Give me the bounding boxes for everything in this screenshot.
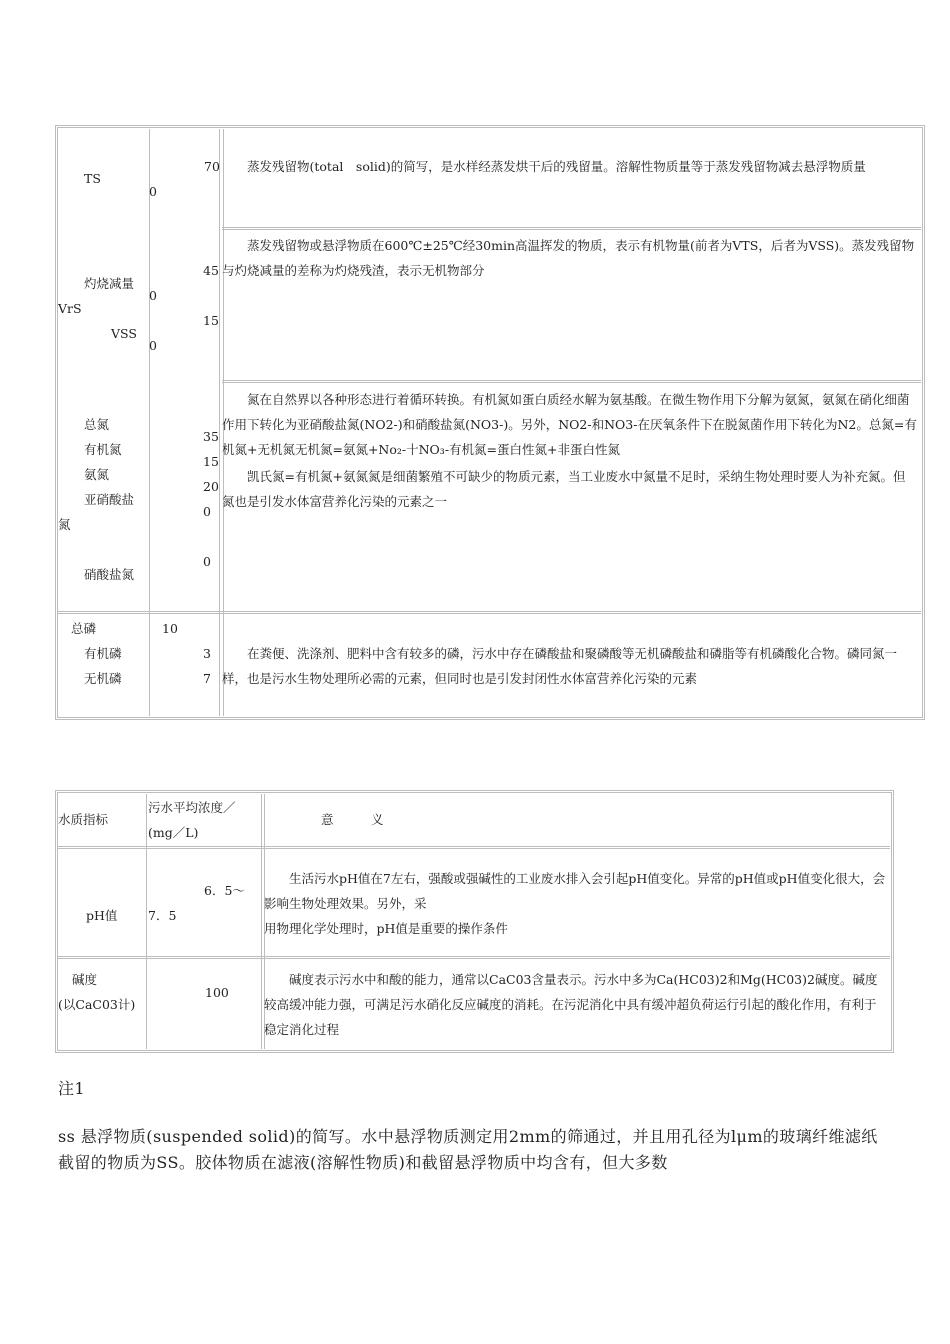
concentration-value: 0 <box>149 184 157 199</box>
indicator-cell: pH值 <box>86 908 118 923</box>
indicator-cell: 有机磷 <box>84 646 122 661</box>
indicator-cell: 总氮 <box>84 417 110 432</box>
indicator-cell: 无机磷 <box>84 671 122 686</box>
meaning-cell: 凯氏氮=有机氮+氨氮氮是细菌繁殖不可缺少的物质元素，当工业废水中氮量不足时，采纳生物处理时要人为补充氮。但氮也是引发水体富营养化污染的元素之一 <box>222 469 906 509</box>
concentration-value: 0 <box>203 504 211 519</box>
table-2-col-divider-2 <box>261 794 262 1049</box>
meaning-cell: 碱度表示污水中和酸的能力，通常以CaC03含量表示。污水中多为Ca(HC03)2和Mg(HC03)2碱度。碱度较高缓冲能力强，可满足污水硝化反应碱度的消耗。在污泥消化中具有缓冲超负荷运行引起的酸化作用，有利于稳定消化过程 <box>264 972 878 1037</box>
concentration-value: 70 <box>204 159 220 174</box>
indicator-cell: TS <box>84 171 101 186</box>
indicator-cell: 氨氮 <box>84 467 110 482</box>
column-header-indicator: 水质指标 <box>58 812 109 827</box>
table-1-row-divider <box>222 380 921 383</box>
concentration-value: 35 <box>203 429 219 444</box>
concentration-value: 15 <box>203 313 219 328</box>
column-header-concentration-unit: (mg／L) <box>148 825 199 840</box>
concentration-value: 0 <box>149 338 157 353</box>
concentration-value: 0 <box>149 288 157 303</box>
concentration-value: 15 <box>203 454 219 469</box>
meaning-cell: 生活污水pH值在7左右，强酸或强碱性的工业废水排入会引起pH值变化。异常的pH值或pH值变化很大，会影响生物处理效果。另外，采 <box>264 871 886 911</box>
concentration-value: 3 <box>203 646 211 661</box>
meaning-cell: 蒸发残留物(total solid)的简写，是水样经蒸发烘干后的残留量。溶解性物质量等于蒸发残留物减去悬浮物质量 <box>247 159 866 174</box>
concentration-value: 20 <box>203 479 219 494</box>
indicator-cell: VSS <box>111 326 137 341</box>
concentration-value: 7 <box>203 671 211 686</box>
indicator-cell: 总磷 <box>71 621 97 636</box>
table-1-col-divider-2 <box>219 129 220 716</box>
table-2-row-divider <box>58 956 890 959</box>
indicator-cell: 灼烧减量 <box>84 276 135 291</box>
meaning-cell: 氮在自然界以各种形态进行着循环转换。有机氮如蛋白质经水解为氨基酸。在微生物作用下分解为氨氮，氨氮在硝化细菌作用下转化为亚硝酸盐氮(NO2-)和硝酸盐氮(NO3-)。另外，NO2-和NO3-在厌氧条件下在脱氮菌作用下转化为N2。总氮=有机氮+无机氮无机氮=氨氮+No₂-十NO₃-有机氮=蛋白性氮+非蛋白性氮 <box>222 392 917 457</box>
table-1-col-divider-1 <box>149 129 150 716</box>
column-header-concentration: 污水平均浓度／ <box>148 800 236 815</box>
note-title: 注1 <box>58 1079 85 1098</box>
concentration-value: 10 <box>162 621 178 636</box>
table-2-row-divider <box>58 846 890 849</box>
concentration-value: 0 <box>203 554 211 569</box>
meaning-cell: 在粪便、洗涤剂、肥料中含有较多的磷，污水中存在磷酸盐和聚磷酸等无机磷酸盐和磷脂等有机磷酸化合物。磷同氮一样，也是污水生物处理所必需的元素，但同时也是引发封闭性水体富营养化污染的元素 <box>222 646 898 686</box>
meaning-cell: 用物理化学处理时，pH值是重要的操作条件 <box>264 921 508 936</box>
concentration-value: 7．5 <box>148 908 177 923</box>
meaning-cell: 蒸发残留物或悬浮物质在600℃±25℃经30min高温挥发的物质，表示有机物量(前者为VTS，后者为VSS)。蒸发残留物与灼烧减量的差称为灼烧残渣，表示无机物部分 <box>222 238 915 278</box>
indicator-cell: 硝酸盐氮 <box>84 567 135 582</box>
table-1-row-divider <box>58 611 921 614</box>
indicator-cell: VrS <box>58 301 82 316</box>
table-1-row-divider <box>222 227 921 230</box>
concentration-value: 45 <box>203 263 219 278</box>
indicator-cell: (以CaC03计) <box>58 997 136 1012</box>
column-header-meaning: 意 义 <box>321 812 384 827</box>
indicator-cell: 亚硝酸盐 <box>84 492 135 507</box>
indicator-cell: 碱度 <box>72 972 98 987</box>
concentration-value: 100 <box>205 985 229 1000</box>
indicator-cell: 有机氮 <box>84 442 122 457</box>
note-paragraph: ss 悬浮物质(suspended solid)的简写。水中悬浮物质测定用2mm的筛通过，并且用孔径为lμm的玻璃纤维滤纸截留的物质为SS。胶体物质在滤液(溶解性物质)和截留悬浮物质中均含有，但大多数 <box>58 1127 878 1172</box>
table-2-col-divider-1 <box>146 794 147 1049</box>
concentration-value: 6．5～ <box>204 883 245 898</box>
indicator-cell: 氮 <box>58 517 71 532</box>
